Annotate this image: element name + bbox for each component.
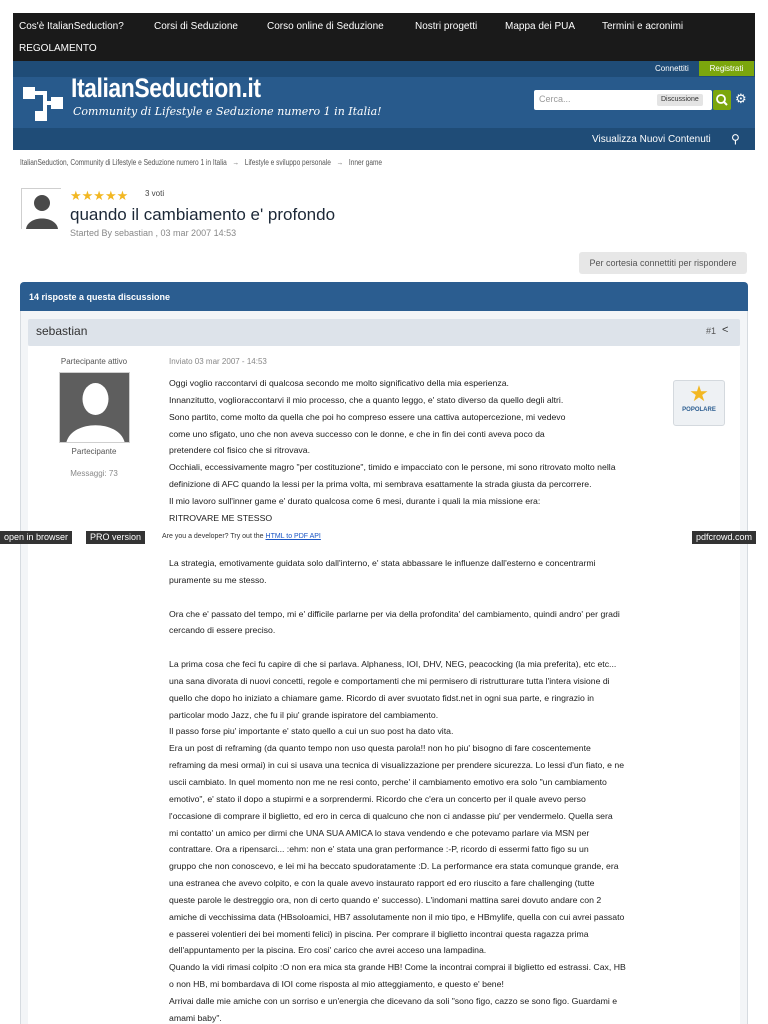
post-text-line: pretendere col fisico che si ritrovava. xyxy=(169,445,310,456)
post-text-line: reframing da mesi ormai) in cui si usava una tecnica di visualizzazione per prendere sicurezza. Lo lessi d'un fiato, e ne xyxy=(169,760,625,771)
gear-icon[interactable]: ⚙ xyxy=(735,91,747,106)
arrow-right-icon: → xyxy=(336,158,344,167)
page-title: quando il cambiamento e' profondo xyxy=(70,205,336,224)
post-text-line: e passerei volentieri dei bei momenti felici) in piscina. Per comprare il biglietto incontrai questa ragazza prima xyxy=(169,928,589,939)
nav-item-courses[interactable]: Corsi di Seduzione xyxy=(154,21,238,32)
post-text-line: come uno sfigato, uno che non aveva successo con le donne, e che in fin dei conti aveva poco da xyxy=(169,428,545,439)
post-text-line: amiche di vecchissima data (HBsoloamici, HB7 assolutamente non il mio tipo, e HBmylife, quella con cui avrei passato xyxy=(169,911,625,922)
post-text-line: queste parole le destreggio ora, non di certo quando e' successo). L'indomani mattina sarei dovuto andare con 2 xyxy=(169,894,602,905)
post-header xyxy=(28,319,740,346)
replies-count-header: 14 risposte a questa discussione xyxy=(20,282,748,311)
author-avatar[interactable] xyxy=(59,372,130,443)
breadcrumb-item-inner-game[interactable]: Inner game xyxy=(348,158,383,167)
logo-icon[interactable] xyxy=(21,81,65,123)
author-posts-count: Messaggi: 73 xyxy=(70,469,118,478)
author-rank: Partecipante attivo xyxy=(60,357,128,366)
avatar[interactable] xyxy=(21,188,61,229)
post-text-line: gruppo che non conoscevo, e lei mi ha beccato spudoratamente :D. La performance era stata comunque grande, era xyxy=(169,861,619,872)
nav-item-terms[interactable]: Termini e acronimi xyxy=(602,21,684,32)
connect-button[interactable]: Connettiti xyxy=(655,64,689,73)
post-text-line: dell'appuntamento per la piscina. Ero cosi' carico che avrei acceso una lampadina. xyxy=(169,945,487,956)
star-icon: ★ xyxy=(689,381,709,406)
search-scope-selector[interactable]: Discussione xyxy=(657,94,703,106)
nav-item-pua-map[interactable]: Mappa dei PUA xyxy=(505,21,576,32)
pdfcrowd-brand-link[interactable]: pdfcrowd.com xyxy=(692,531,756,544)
post-text-line: puramente su me stesso. xyxy=(169,574,267,585)
post-text-page2 xyxy=(169,555,739,1024)
post-text-page1 xyxy=(169,375,739,527)
post-text-line: Sono partito, come molto da quella che poi ho compreso essere una cattiva autopercezione, mi vedevo xyxy=(169,411,566,422)
nav-item-online-course[interactable]: Corso online di Seduzione xyxy=(267,21,384,32)
author-group: Partecipante xyxy=(71,447,117,456)
share-icon[interactable]: < xyxy=(722,324,729,336)
register-button[interactable]: Registrati xyxy=(699,61,754,76)
post-author-name[interactable]: sebastian xyxy=(36,324,88,338)
breadcrumb-item-home[interactable]: ItalianSeduction, Community di Lifestyle e Seduzione numero 1 in Italia xyxy=(20,158,227,167)
post-text-line: Era un post di reframing (da quanto tempo non uso questa parola!! non ho piu' bisogno di fare coscentemente xyxy=(169,743,591,754)
post-text-line: Ora che e' passato del tempo, mi e' difficile parlarne per via della profondita' del cambiamento, quindi andro' per gradi xyxy=(169,608,620,619)
post-text-line: quello che dopo ho iniziato a chiamare game. Ricordo di aver svuotato fidst.net in ogni sua parte, e ringrazio in xyxy=(169,692,594,703)
pdfcrowd-bar xyxy=(0,531,768,544)
developer-promo xyxy=(162,533,321,540)
post-text-line: contrattare. Ora a ripensarci... :ehm: non e' stata una gran performance :-P, ricordo di essermi fatto figo su un xyxy=(169,844,589,855)
post-text-line: una sana divorata di nuovi concetti, regole e comportamenti che mi permisero di ristrutturare tutta l'intera visione di xyxy=(169,675,610,686)
post-text-line: mi contatto' un amico per dirmi che UNA SUA AMICA lo stava vendendo e che potevamo parlare via MSN per xyxy=(169,827,590,838)
votes-count: 3 voti xyxy=(145,189,165,198)
logo-title[interactable]: ItalianSeduction.it xyxy=(71,73,261,103)
search-placeholder: Cerca... xyxy=(539,94,571,104)
search-icon xyxy=(713,90,731,110)
post-text-line: Oggi voglio raccontarvi di qualcosa secondo me molto significativo della mia esperienza. xyxy=(169,378,509,388)
open-in-browser-button[interactable]: open in browser xyxy=(0,531,72,544)
breadcrumb-item-lifestyle[interactable]: Lifestyle e sviluppo personale xyxy=(244,158,331,167)
post-text-line: Arrivai dalle mie amiche con un sorriso e un'energia che dicevano da soli "sono figo, cazzo se sono figo. Guardami e xyxy=(169,995,618,1006)
popular-badge-label: POPOLARE xyxy=(682,407,716,413)
post-date: Inviato 03 mar 2007 - 14:53 xyxy=(169,357,267,366)
breadcrumb xyxy=(20,158,382,167)
post-text-line: definizione di AFC quando la lessi per la prima volta, mi sembrava esattamente la strada giusta da percorrere. xyxy=(169,479,592,490)
post-text-line: Occhiali, eccessivamente magro "per costituzione", timido e impacciato con le persone, mi sono ritrovato molto nella xyxy=(169,462,616,473)
developer-promo-text: Are you a developer? Try out the xyxy=(162,533,264,540)
rating-stars[interactable]: ★★★★★ xyxy=(70,188,129,203)
search-button[interactable] xyxy=(713,90,731,110)
post-text-line: Innanzitutto, voglioraccontarvi il mio processo, che a quanto leggo, e' stato diverso da quello degli altri. xyxy=(169,394,564,405)
topic-started-info: Started By sebastian , 03 mar 2007 14:53 xyxy=(70,228,237,238)
pro-version-button[interactable]: PRO version xyxy=(86,531,145,544)
post-text-line: l'occasione di comprare il biglietto, ed ero in cerca di qualcuno che non ci andasse piu' per vendermelo. Quella sera xyxy=(169,810,613,821)
post-text-line: emotivo", e' stato il dopo a stupirmi e a sorprendermi. Ricordo che c'era un concerto per il quale avevo perso xyxy=(169,793,586,804)
post-text-line: una estranea che avevo colpito, e con la quale avevo instaurato rapport ed ero riuscito a fare challenging (tutte xyxy=(169,878,595,889)
nav-item-rules[interactable]: REGOLAMENTO xyxy=(19,43,97,54)
post-text-line: o non HB, mi bombardava di IOI come risposta al mio atteggiamento, e questo e' bene! xyxy=(169,979,504,990)
post-text-line: particolar modo Jazz, che fu il piu' grande ispiratore del cambiamento. xyxy=(169,709,439,720)
html-to-pdf-api-link[interactable]: HTML to PDF API xyxy=(265,533,321,540)
nav-item-about[interactable]: Cos'è ItalianSeduction? xyxy=(19,21,124,32)
post-text-line: Il passo forse piu' importante e' stato quello a cui un suo post ha dato vita. xyxy=(169,726,454,737)
arrow-right-icon: → xyxy=(232,158,240,167)
secondary-bar xyxy=(13,128,755,150)
nav-item-projects[interactable]: Nostri progetti xyxy=(415,21,478,32)
search-input[interactable] xyxy=(534,90,712,110)
post-text-line: RITROVARE ME STESSO xyxy=(169,512,273,523)
post-text-line: Il mio lavoro sull'inner game e' durato qualcosa come 6 mesi, durante i quali la mia missione era: xyxy=(169,495,541,506)
top-navigation xyxy=(13,13,755,61)
post-text-line: uscii cambiato. In quel momento non me ne resi conto, perche' il cambiamento emotivo era solo "un cambiamento xyxy=(169,776,607,787)
login-to-reply-button[interactable]: Per cortesia connettiti per rispondere xyxy=(579,252,747,274)
post-text-line: La prima cosa che feci fu capire di che si parlava. Alphaness, IOI, DHV, NEG, peacocking (la mia preferita), etc etc... xyxy=(169,659,617,670)
post-text-line: Quando la vidi rimasi colpito :O non era mica sta grande HB! Come la incontrai comprai il biglietto ed estrassi. Cax, HB xyxy=(169,962,626,973)
post-text-line: La strategia, emotivamente guidata solo dall'interno, e' stata abbassare le influenze dall'esterno e concentrarmi xyxy=(169,558,596,568)
view-new-content-link[interactable]: Visualizza Nuovi Contenuti xyxy=(592,134,711,145)
post-text-line xyxy=(169,589,739,606)
post-text-line xyxy=(169,639,739,656)
post-number[interactable]: #1 xyxy=(706,326,717,336)
post-text-line: cercando di essere preciso. xyxy=(169,625,276,636)
logo-subtitle: Community di Lifestyle e Seduzione numero 1 in Italia! xyxy=(73,105,382,118)
post-text-line: amami baby". xyxy=(169,1012,222,1023)
location-pin-icon[interactable]: ⚲ xyxy=(731,132,740,146)
site-header xyxy=(13,61,755,128)
